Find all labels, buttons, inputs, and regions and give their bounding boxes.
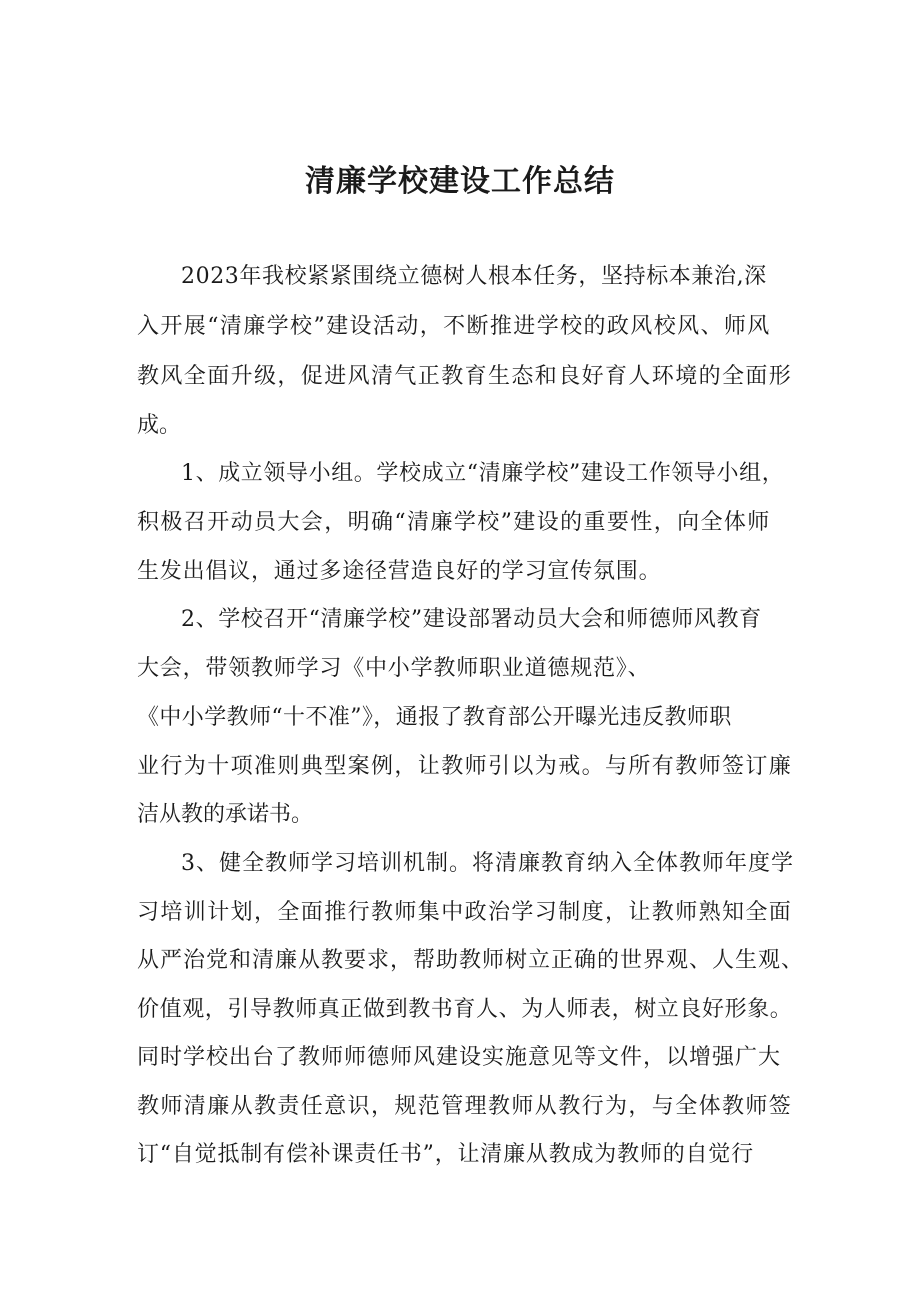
item-3-paragraph-line: 价值观，引导教师真正做到教书育人、为人师表，树立良好形象。 bbox=[137, 997, 793, 1022]
item-1-paragraph-line: 生发出倡议，通过多途径营造良好的学习宣传氛围。 bbox=[137, 559, 662, 584]
intro-paragraph-line: 2023年我校紧紧围绕立德树人根本任务，坚持标本兼治,深 bbox=[181, 264, 767, 289]
item-3-paragraph-line: 同时学校出台了教师师德师风建设实施意见等文件，以增强广大 bbox=[137, 1045, 782, 1070]
item-3-paragraph-line: 订“自觉抵制有偿补课责任书”，让清廉从教成为教师的自觉行 bbox=[137, 1142, 754, 1167]
item-3-paragraph-line: 教师清廉从教责任意识，规范管理教师从教行为，与全体教师签 bbox=[137, 1094, 793, 1119]
item-2-paragraph-line: 大会，带领教师学习《中小学教师职业道德规范》、 bbox=[137, 656, 651, 681]
item-2-paragraph-line: 业行为十项准则典型案例，让教师引以为戒。与所有教师签订廉 bbox=[137, 754, 793, 779]
item-2-paragraph-line: 洁从教的承诺书。 bbox=[137, 802, 314, 827]
item-2-paragraph-line: 2、学校召开“清廉学校”建设部署动员大会和师德师风教育 bbox=[181, 607, 762, 632]
item-1-paragraph-line: 积极召开动员大会，明确“清廉学校”建设的重要性，向全体师 bbox=[137, 510, 771, 535]
document-title: 清廉学校建设工作总结 bbox=[305, 164, 615, 199]
intro-paragraph-line: 教风全面升级，促进风清气正教育生态和良好育人环境的全面形 bbox=[137, 364, 793, 389]
item-1-paragraph-line: 1、成立领导小组。学校成立“清廉学校”建设工作领导小组， bbox=[181, 461, 785, 486]
item-3-paragraph-line: 习培训计划，全面推行教师集中政治学习制度，让教师熟知全面 bbox=[137, 900, 793, 925]
item-3-paragraph-line: 3、健全教师学习培训机制。将清廉教育纳入全体教师年度学 bbox=[181, 851, 794, 876]
intro-paragraph-line: 成。 bbox=[137, 413, 182, 438]
item-2-paragraph-line: 《中小学教师“十不准”》，通报了教育部公开曝光违反教师职 bbox=[137, 705, 732, 730]
item-3-paragraph-line: 从严治党和清廉从教要求，帮助教师树立正确的世界观、人生观、 bbox=[137, 948, 805, 973]
intro-paragraph-line: 入开展“清廉学校”建设活动，不断推进学校的政风校风、师风 bbox=[137, 314, 771, 339]
